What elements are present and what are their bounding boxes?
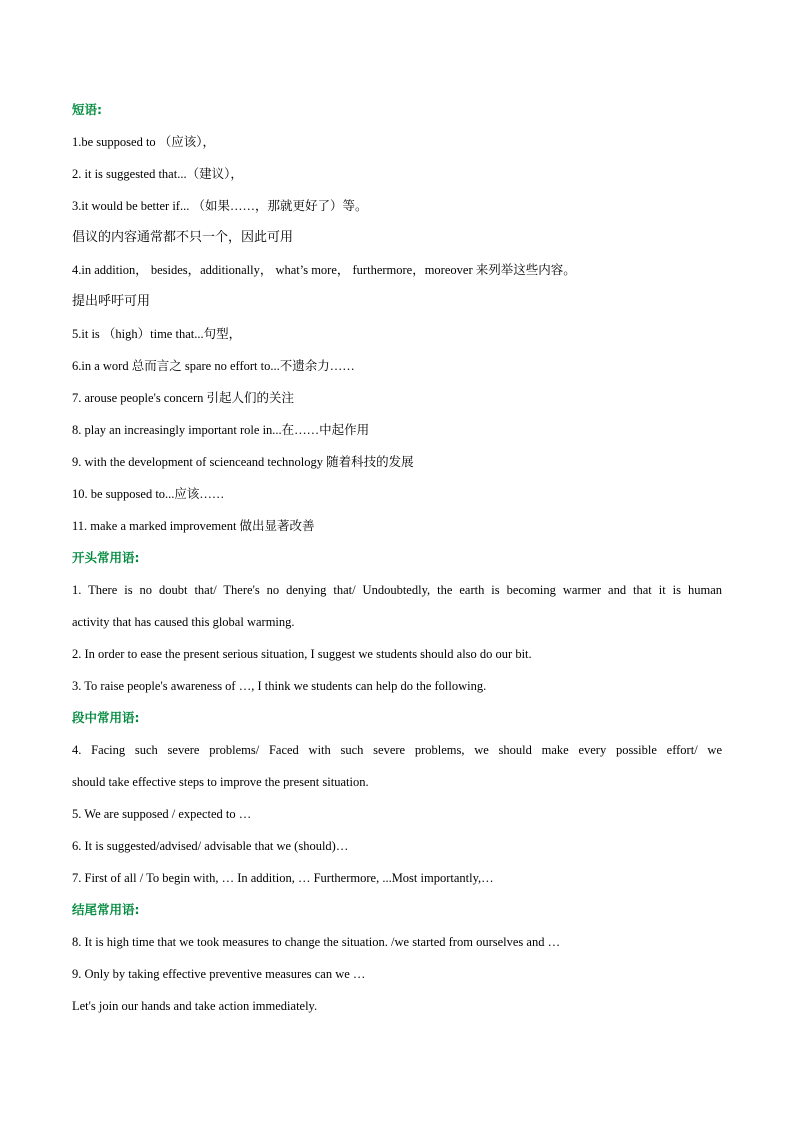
phrase-2: 2. it is suggested that...（建议）， <box>72 167 243 181</box>
phrase-10: 10. be supposed to...应该…… <box>72 487 225 501</box>
opening-1-line-a: 1. There is no doubt that/ There's no denying that/ Undoubtedly, the earth is becoming warmer and that it is human <box>72 583 722 597</box>
phrase-4: 4.in addition， besides，additionally， what’s more， furthermore，moreover 来列举这些内容。 <box>72 263 576 277</box>
middle-4-line-b: should take effective steps to improve the present situation. <box>72 775 369 789</box>
phrase-5: 5.it is （high）time that...句型， <box>72 327 242 341</box>
opening-3: 3. To raise people's awareness of …, I think we students can help do the following. <box>72 679 487 693</box>
document-page <box>72 94 722 1022</box>
note-appeal: 提出呼吁可用 <box>72 294 151 309</box>
phrase-1: 1.be supposed to （应该）， <box>72 135 216 149</box>
phrase-11: 11. make a marked improvement 做出显著改善 <box>72 519 315 533</box>
heading-middle: 段中常用语: <box>72 710 140 725</box>
phrase-8: 8. play an increasingly important role in...在……中起作用 <box>72 423 370 437</box>
ending-9: 9. Only by taking effective preventive measures can we … <box>72 967 366 981</box>
phrase-9: 9. with the development of scienceand technology 随着科技的发展 <box>72 455 414 469</box>
heading-opening: 开头常用语: <box>72 550 140 565</box>
ending-10: Let's join our hands and take action immediately. <box>72 999 318 1013</box>
middle-7: 7. First of all / To begin with, … In addition, … Furthermore, ...Most importantly,… <box>72 871 494 885</box>
phrase-6: 6.in a word 总而言之 spare no effort to...不遗余力…… <box>72 359 355 373</box>
heading-ending: 结尾常用语: <box>72 902 140 917</box>
ending-8: 8. It is high time that we took measures to change the situation. /we started from ourselves and … <box>72 935 561 949</box>
middle-4-line-a: 4. Facing such severe problems/ Faced with such severe problems, we should make every possible effort/ we <box>72 743 722 757</box>
middle-5: 5. We are supposed / expected to … <box>72 807 252 821</box>
heading-phrases: 短语: <box>72 102 102 117</box>
opening-2: 2. In order to ease the present serious situation, I suggest we students should also do our bit. <box>72 647 532 661</box>
note-list-contents: 倡议的内容通常都不只一个，因此可用 <box>72 230 294 245</box>
middle-6: 6. It is suggested/advised/ advisable that we (should)… <box>72 839 349 853</box>
phrase-3: 3.it would be better if... （如果……，那就更好了）等。 <box>72 199 368 213</box>
opening-1-line-b: activity that has caused this global warming. <box>72 615 295 629</box>
phrase-7: 7. arouse people's concern 引起人们的关注 <box>72 391 294 405</box>
